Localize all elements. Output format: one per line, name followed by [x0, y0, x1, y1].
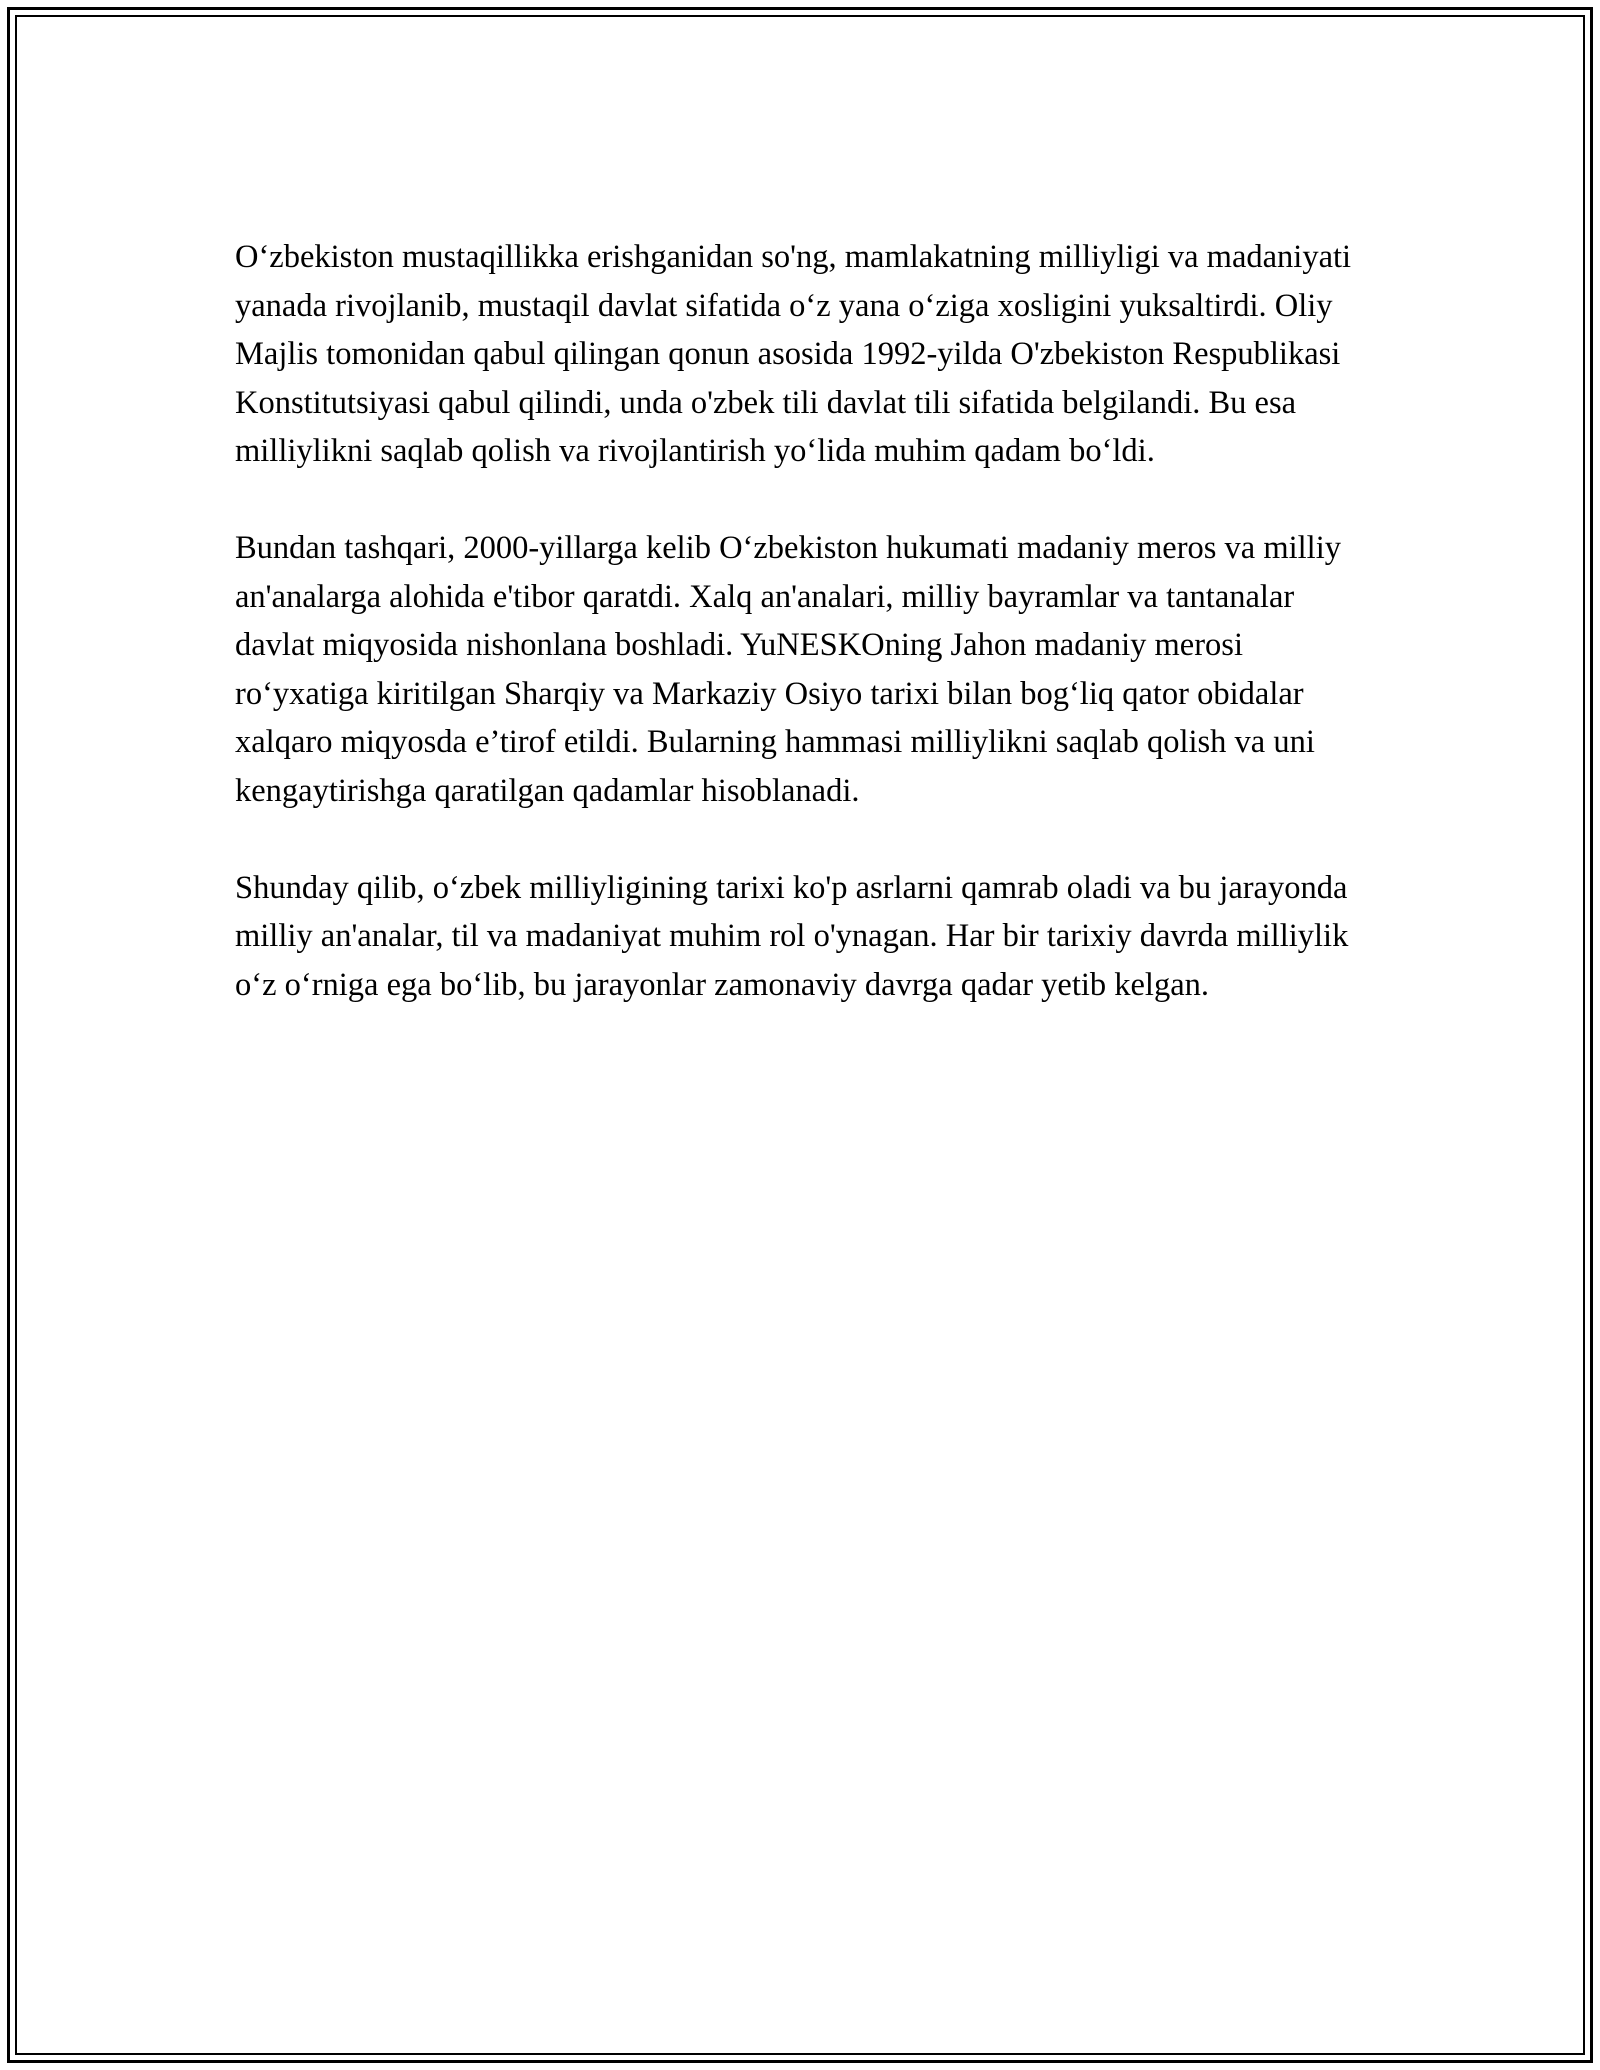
document-body	[235, 233, 1365, 1058]
paragraph-independence: O‘zbekiston mustaqillikka erishganidan so'ng, mamlakatning milliyligi va madaniyati yanada rivojlanib, mustaqil davlat sifatida o‘z yana o‘ziga xosligini yuksaltirdi. Oliy Majlis tomonidan qabul qilingan qonun asosida 1992-yilda O'zbekiston Respublikasi Konstitutsiyasi qabul qilindi, unda o'zbek tili davlat tili sifatida belgilandi. Bu esa milliylikni saqlab qolish va rivojlantirish yo‘lida muhim qadam bo‘ldi.	[235, 239, 1352, 469]
paragraph-conclusion: Shunday qilib, o‘zbek milliyligining tarixi ko'p asrlarni qamrab oladi va bu jarayonda milliy an'analar, til va madaniyat muhim rol o'ynagan. Har bir tarixiy davrda milliylik o‘z o‘rniga ega bo‘lib, bu jarayonlar zamonaviy davrga qadar yetib kelgan.	[235, 869, 1349, 1003]
paragraph-cultural-heritage: Bundan tashqari, 2000-yillarga kelib O‘zbekiston hukumati madaniy meros va milliy an'analarga alohida e'tibor qaratdi. Xalq an'analari, milliy bayramlar va tantanalar davlat miqyosida nishonlana boshladi. YuNESKOning Jahon madaniy merosi ro‘yxatiga kiritilgan Sharqiy va Markaziy Osiyo tarixi bilan bog‘liq qator obidalar xalqaro miqyosda e’tirof etildi. Bularning hammasi milliylikni saqlab qolish va uni kengaytirishga qaratilgan qadamlar hisoblanadi.	[235, 530, 1341, 809]
